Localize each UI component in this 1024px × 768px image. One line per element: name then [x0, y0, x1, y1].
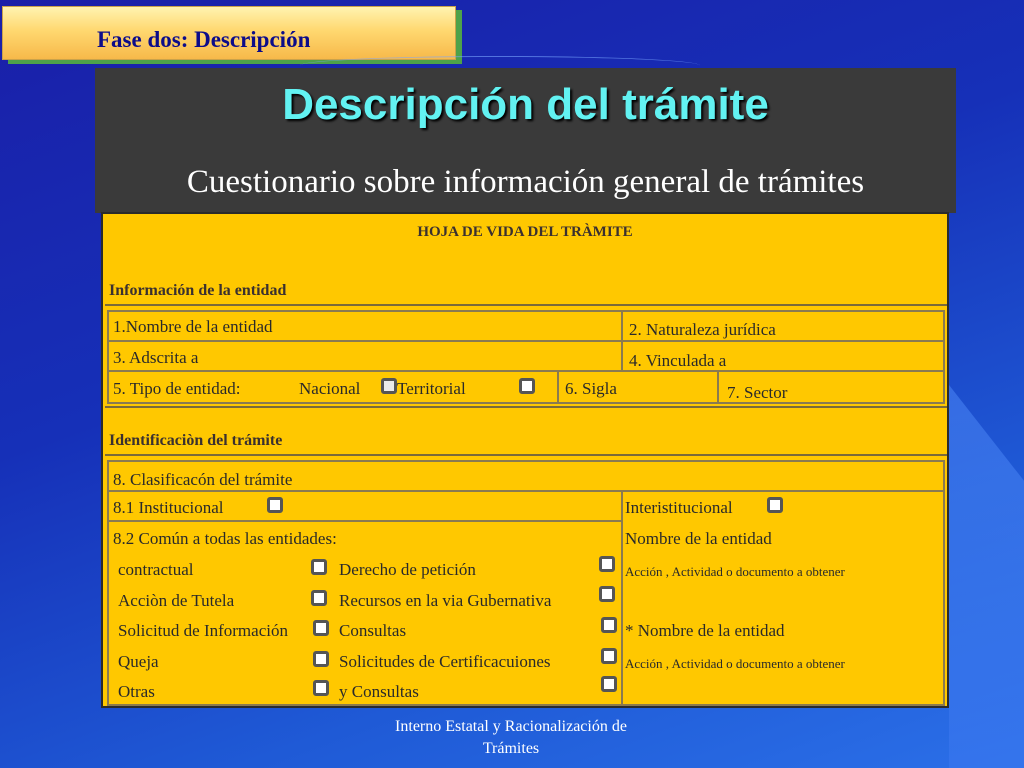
slide-title: Descripción del trámite	[282, 80, 769, 129]
field-legal-nature: 2. Naturaleza jurídica	[629, 320, 776, 339]
footer-text	[350, 716, 672, 760]
checkbox-and-consultations	[601, 676, 617, 692]
field-entity-type: 5. Tipo de entidad:	[113, 379, 241, 398]
option-tutela: Acciòn de Tutela	[118, 591, 235, 610]
slide-subtitle: Cuestionario sobre información general de trámites	[186, 164, 865, 200]
option-territorial: Territorial	[397, 379, 466, 398]
option-complaint: Queja	[118, 652, 159, 671]
option-appeals: Recursos en la via Gubernativa	[339, 591, 552, 610]
checkbox-others	[313, 680, 329, 696]
footer-line-1: Interno Estatal y Racionalización de	[395, 718, 627, 735]
row-divider	[107, 370, 945, 372]
field-action-2: Acción , Actividad o documento a obtener	[625, 656, 845, 671]
col-divider	[717, 370, 719, 404]
checkbox-interinstitutional	[767, 497, 783, 513]
form-image	[101, 212, 949, 708]
field-institutional: 8.1 Institucional	[113, 498, 224, 517]
option-info-request: Solicitud de Información	[118, 621, 288, 640]
option-consultations: Consultas	[339, 621, 407, 640]
phase-label-box	[2, 6, 456, 60]
field-entity-name: 1.Nombre de la entidad	[113, 317, 273, 336]
row-divider	[107, 520, 623, 522]
checkbox-consultations	[601, 617, 617, 633]
checkbox-contractual	[311, 559, 327, 575]
checkbox-info-request	[313, 620, 329, 636]
field-sector: 7. Sector	[727, 383, 788, 402]
field-attached-to: 3. Adscrita a	[113, 348, 199, 367]
option-contractual: contractual	[118, 560, 194, 579]
option-others: Otras	[118, 682, 155, 701]
form-title: HOJA DE VIDA DEL TRÀMITE	[417, 224, 633, 240]
divider	[105, 304, 947, 306]
background-decoration	[949, 385, 1024, 768]
field-entity-name-2: Nombre de la entidad	[625, 529, 772, 548]
divider	[105, 406, 947, 408]
checkbox-nacional	[381, 378, 397, 394]
col-divider	[557, 370, 559, 404]
field-action-1: Acción , Actividad o documento a obtener	[625, 564, 845, 579]
divider	[105, 454, 947, 456]
checkbox-complaint	[313, 651, 329, 667]
field-entity-name-3: * Nombre de la entidad	[625, 621, 785, 640]
field-linked-to: 4. Vinculada a	[629, 351, 727, 370]
phase-label: Fase dos: Descripción	[97, 27, 311, 52]
checkbox-appeals	[599, 586, 615, 602]
option-petition: Derecho de petición	[339, 560, 476, 579]
checkbox-institutional	[267, 497, 283, 513]
title-panel	[95, 68, 956, 213]
checkbox-territorial	[519, 378, 535, 394]
section-tramite-label: Identificaciòn del trámite	[109, 432, 283, 449]
row-divider	[107, 340, 945, 342]
col-divider	[621, 310, 623, 370]
footer-line-2: Trámites	[482, 740, 540, 757]
row-divider	[107, 490, 945, 492]
checkbox-certifications	[601, 648, 617, 664]
field-interinstitutional: Interistitucional	[625, 498, 733, 517]
checkbox-petition	[599, 556, 615, 572]
field-acronym: 6. Sigla	[565, 379, 617, 398]
checkbox-tutela	[311, 590, 327, 606]
col-divider	[621, 490, 623, 706]
option-and-consultations: y Consultas	[339, 682, 419, 701]
option-nacional: Nacional	[299, 379, 361, 398]
field-common: 8.2 Común a todas las entidades:	[113, 529, 337, 548]
section-entity-label: Información de la entidad	[109, 282, 287, 299]
field-classification: 8. Clasificacón del trámite	[113, 470, 293, 489]
option-certifications: Solicitudes de Certificacuiones	[339, 652, 551, 671]
